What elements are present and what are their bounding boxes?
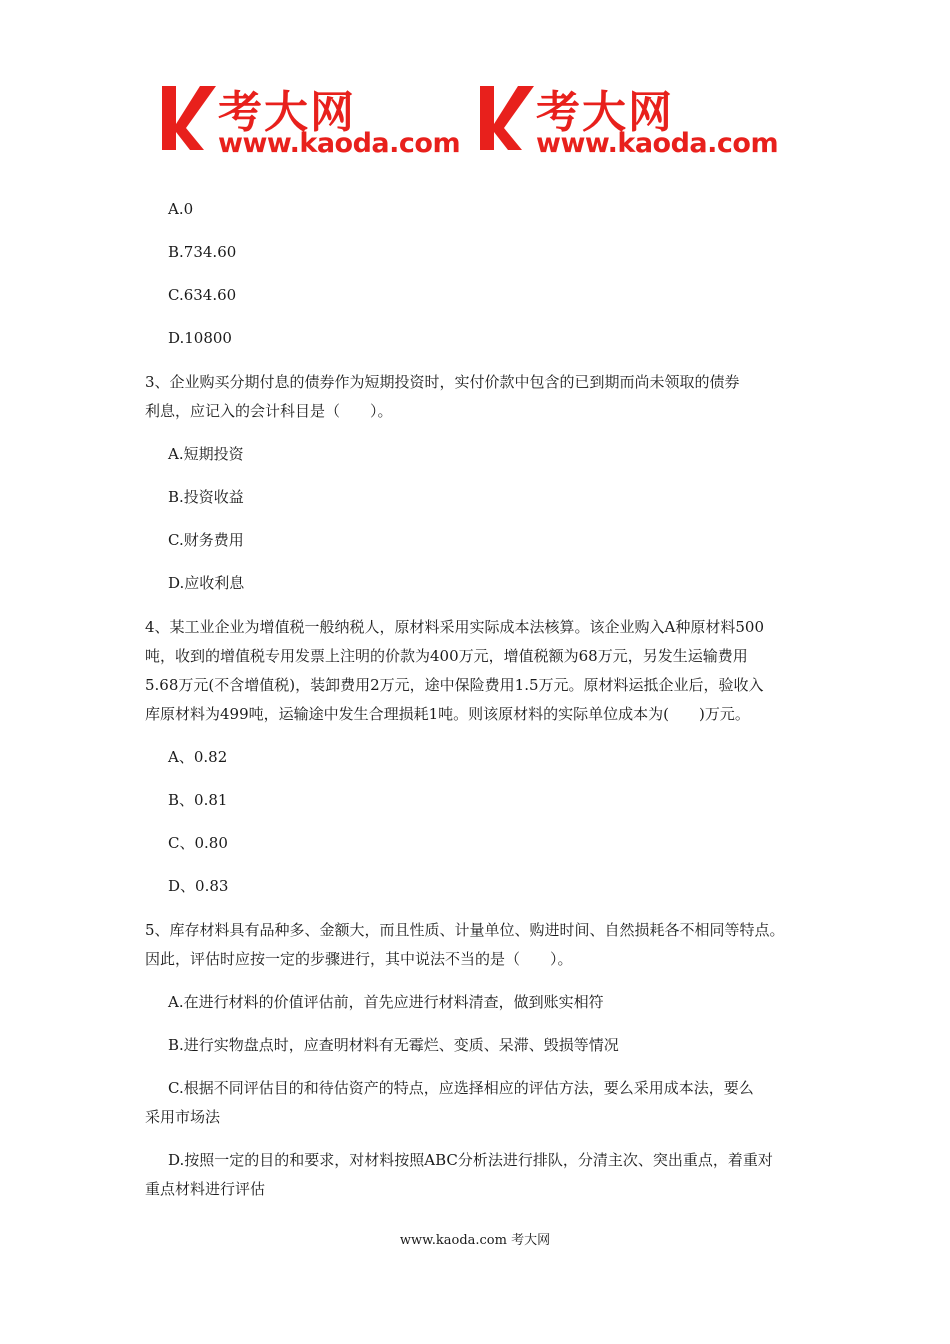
logo-url: www.kaoda.com <box>218 128 461 159</box>
q5-option-c-cont: 采用市场法 <box>145 1108 221 1126</box>
k-logo-icon <box>160 80 220 154</box>
q4-option-b: B、0.81 <box>168 791 228 809</box>
q2-option-b: B.734.60 <box>168 243 237 261</box>
q5-option-d-cont: 重点材料进行评估 <box>145 1180 266 1198</box>
q5-stem-line: 因此，评估时应按一定的步骤进行，其中说法不当的是（ ）。 <box>145 950 573 968</box>
logo-text: 考大网 <box>218 87 356 138</box>
q3-option-c: C.财务费用 <box>168 531 244 549</box>
q2-option-c: C.634.60 <box>168 286 237 304</box>
page-footer: www.kaoda.com 考大网 <box>399 1233 551 1248</box>
k-logo-icon <box>478 80 538 154</box>
logo-text: 考大网 <box>536 87 674 138</box>
q3-stem-line: 3、企业购买分期付息的债券作为短期投资时，实付价款中包含的已到期而尚未领取的债券 <box>145 373 740 391</box>
q4-stem-line: 吨，收到的增值税专用发票上注明的价款为400万元，增值税额为68万元，另发生运输费用 <box>145 647 748 665</box>
logo-url: www.kaoda.com <box>536 128 779 159</box>
q3-option-b: B.投资收益 <box>168 488 244 506</box>
q4-stem-line: 5.68万元(不含增值税)，装卸费用2万元，途中保险费用1.5万元。原材料运抵企业后，验收入 <box>145 676 764 694</box>
q5-option-b: B.进行实物盘点时，应查明材料有无霉烂、变质、呆滞、毁损等情况 <box>168 1036 619 1054</box>
q3-option-a: A.短期投资 <box>168 445 244 463</box>
q4-option-c: C、0.80 <box>168 834 228 852</box>
q5-option-c: C.根据不同评估目的和待估资产的特点，应选择相应的评估方法，要么采用成本法，要么 <box>168 1079 754 1097</box>
q5-option-a: A.在进行材料的价值评估前，首先应进行材料清查，做到账实相符 <box>168 993 604 1011</box>
q2-option-a: A.0 <box>168 200 194 218</box>
q4-stem-line: 4、某工业企业为增值税一般纳税人，原材料采用实际成本法核算。该企业购入A种原材料500 <box>145 618 765 636</box>
q2-option-d: D.10800 <box>168 329 232 347</box>
q4-stem-line: 库原材料为499吨，运输途中发生合理损耗1吨。则该原材料的实际单位成本为( )万元。 <box>145 705 750 723</box>
q3-stem-line: 利息，应记入的会计科目是（ ）。 <box>145 402 393 420</box>
q4-option-a: A、0.82 <box>168 748 228 766</box>
q5-stem-line: 5、库存材料具有品种多、金额大，而且性质、计量单位、购进时间、自然损耗各不相同等特点。 <box>145 921 785 939</box>
q4-option-d: D、0.83 <box>168 877 229 895</box>
q5-option-d: D.按照一定的目的和要求，对材料按照ABC分析法进行排队，分清主次、突出重点，着重对 <box>168 1151 773 1169</box>
q3-option-d: D.应收利息 <box>168 574 245 592</box>
